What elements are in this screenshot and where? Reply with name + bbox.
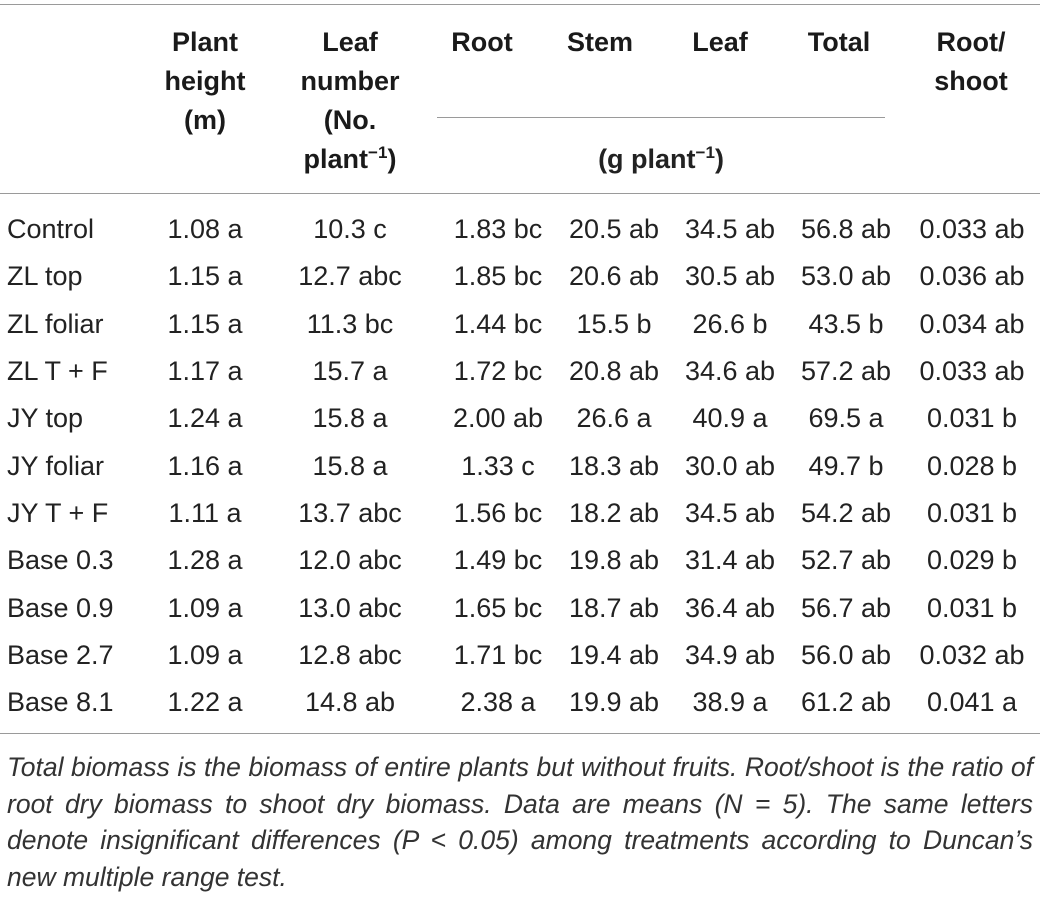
cell-leaf-number: 13.0 abc xyxy=(298,592,402,623)
header-root-shoot: Root/ shoot xyxy=(934,27,1008,96)
cell-total: 69.5 a xyxy=(808,403,884,434)
cell-label: ZL top xyxy=(7,261,83,292)
cell-leaf-number: 15.7 a xyxy=(312,356,388,387)
cell-root-shoot: 0.032 ab xyxy=(919,639,1025,670)
cell-stem: 15.5 b xyxy=(576,308,652,339)
cell-root-shoot: 0.033 ab xyxy=(919,214,1025,245)
table-row xyxy=(0,537,1040,584)
cell-root: 1.44 bc xyxy=(453,308,543,339)
cell-stem: 18.2 ab xyxy=(568,497,660,528)
table-row xyxy=(0,253,1040,300)
cell-label: Base 2.7 xyxy=(7,639,114,670)
cell-leaf-number: 15.8 a xyxy=(312,450,388,481)
cell-root: 1.33 c xyxy=(461,450,535,481)
data-table xyxy=(0,206,1040,726)
cell-total: 57.2 ab xyxy=(800,356,892,387)
table-row xyxy=(0,395,1040,442)
cell-total: 56.7 ab xyxy=(800,592,892,623)
header-total: Total xyxy=(807,27,871,57)
cell-label: JY foliar xyxy=(7,450,105,481)
cell-stem: 19.8 ab xyxy=(568,545,660,576)
table-row xyxy=(0,206,1040,253)
cell-height: 1.15 a xyxy=(167,308,243,339)
header-plant-height: Plant height (m) xyxy=(164,27,246,135)
cell-root-shoot: 0.028 b xyxy=(926,450,1018,481)
cell-leaf: 34.5 ab xyxy=(684,497,776,528)
cell-label: Base 8.1 xyxy=(7,687,114,718)
cell-leaf-number: 15.8 a xyxy=(312,403,388,434)
cell-root-shoot: 0.031 b xyxy=(926,592,1018,623)
cell-leaf: 30.5 ab xyxy=(684,261,776,292)
cell-total: 52.7 ab xyxy=(800,545,892,576)
cell-total: 43.5 b xyxy=(808,308,884,339)
cell-height: 1.28 a xyxy=(167,545,243,576)
cell-root-shoot: 0.033 ab xyxy=(919,356,1025,387)
cell-leaf: 38.9 a xyxy=(692,687,768,718)
cell-stem: 26.6 a xyxy=(576,403,652,434)
cell-leaf-number: 13.7 abc xyxy=(298,497,402,528)
cell-label: ZL T + F xyxy=(7,356,108,387)
cell-stem: 18.7 ab xyxy=(568,592,660,623)
cell-stem: 18.3 ab xyxy=(568,450,660,481)
cell-total: 54.2 ab xyxy=(800,497,892,528)
cell-leaf-number: 11.3 bc xyxy=(306,308,394,339)
table-row xyxy=(0,348,1040,395)
cell-height: 1.24 a xyxy=(167,403,243,434)
cell-leaf: 34.6 ab xyxy=(684,356,776,387)
table-row xyxy=(0,301,1040,348)
cell-root-shoot: 0.031 b xyxy=(926,497,1018,528)
cell-leaf-number: 10.3 c xyxy=(313,214,387,245)
table-row xyxy=(0,442,1040,489)
cell-root: 1.83 bc xyxy=(453,214,543,245)
cell-label: Control xyxy=(7,214,95,245)
cell-leaf: 40.9 a xyxy=(692,403,768,434)
cell-label: Base 0.9 xyxy=(7,592,114,623)
cell-root: 1.85 bc xyxy=(453,261,543,292)
cell-leaf-number: 12.8 abc xyxy=(298,639,402,670)
table-row xyxy=(0,584,1040,631)
table-bottom-rule xyxy=(0,733,1040,734)
cell-root-shoot: 0.029 b xyxy=(926,545,1018,576)
cell-total: 53.0 ab xyxy=(800,261,892,292)
cell-label: JY top xyxy=(7,403,84,434)
cell-root: 2.38 a xyxy=(460,687,536,718)
cell-leaf-number: 12.0 abc xyxy=(298,545,402,576)
cell-height: 1.08 a xyxy=(167,214,243,245)
cell-height: 1.09 a xyxy=(167,639,243,670)
table-row xyxy=(0,632,1040,679)
cell-height: 1.11 a xyxy=(168,497,242,528)
cell-root-shoot: 0.041 a xyxy=(926,687,1018,718)
table-top-rule xyxy=(0,4,1040,5)
cell-leaf: 34.5 ab xyxy=(684,214,776,245)
cell-height: 1.22 a xyxy=(167,687,243,718)
cell-height: 1.09 a xyxy=(167,592,243,623)
header-leaf-number: Leaf number (No. plant$^{-1}$) xyxy=(300,27,400,174)
header-root: Root xyxy=(451,27,513,57)
cell-stem: 20.6 ab xyxy=(568,261,660,292)
table-header-rule xyxy=(0,193,1040,194)
cell-stem: 19.4 ab xyxy=(568,639,660,670)
cell-leaf: 34.9 ab xyxy=(684,639,776,670)
cell-label: JY T + F xyxy=(7,497,109,528)
cell-height: 1.16 a xyxy=(167,450,243,481)
cell-root-shoot: 0.031 b xyxy=(926,403,1018,434)
cell-root: 1.49 bc xyxy=(453,545,543,576)
cell-height: 1.15 a xyxy=(167,261,243,292)
cell-root: 2.00 ab xyxy=(452,403,544,434)
cell-root: 1.72 bc xyxy=(453,356,543,387)
cell-root: 1.56 bc xyxy=(453,497,543,528)
cell-leaf: 30.0 ab xyxy=(684,450,776,481)
table-row xyxy=(0,679,1040,726)
cell-leaf-number: 14.8 ab xyxy=(304,687,396,718)
cell-label: Base 0.3 xyxy=(7,545,114,576)
cell-label: ZL foliar xyxy=(7,308,104,339)
cell-stem: 20.8 ab xyxy=(568,356,660,387)
cell-leaf: 31.4 ab xyxy=(684,545,776,576)
biomass-group-rule xyxy=(437,117,885,118)
cell-height: 1.17 a xyxy=(167,356,243,387)
biomass-unit-label: (g plant$^{-1}$) xyxy=(598,143,724,174)
cell-leaf: 36.4 ab xyxy=(684,592,776,623)
cell-root-shoot: 0.034 ab xyxy=(919,308,1025,339)
cell-stem: 20.5 ab xyxy=(568,214,660,245)
header-leaf: Leaf xyxy=(692,27,748,57)
cell-root: 1.65 bc xyxy=(453,592,543,623)
cell-total: 56.8 ab xyxy=(800,214,892,245)
cell-total: 49.7 b xyxy=(808,450,884,481)
cell-root: 1.71 bc xyxy=(453,639,543,670)
table-row xyxy=(0,490,1040,537)
cell-leaf-number: 12.7 abc xyxy=(298,261,402,292)
cell-total: 56.0 ab xyxy=(800,639,892,670)
cell-leaf: 26.6 b xyxy=(692,308,768,339)
cell-stem: 19.9 ab xyxy=(568,687,660,718)
table-footnote: Total biomass is the biomass of entire plants but without fruits. Root/shoot is the ratio of root dry biomass to shoot dry biomass. Data are means (N = 5). The same letters denote insignificant differences (P < 0.05) among treatments according to Duncan’s new multiple range test. xyxy=(7,752,1033,892)
header-stem: Stem xyxy=(566,27,634,57)
cell-root-shoot: 0.036 ab xyxy=(919,261,1025,292)
cell-total: 61.2 ab xyxy=(800,687,892,718)
